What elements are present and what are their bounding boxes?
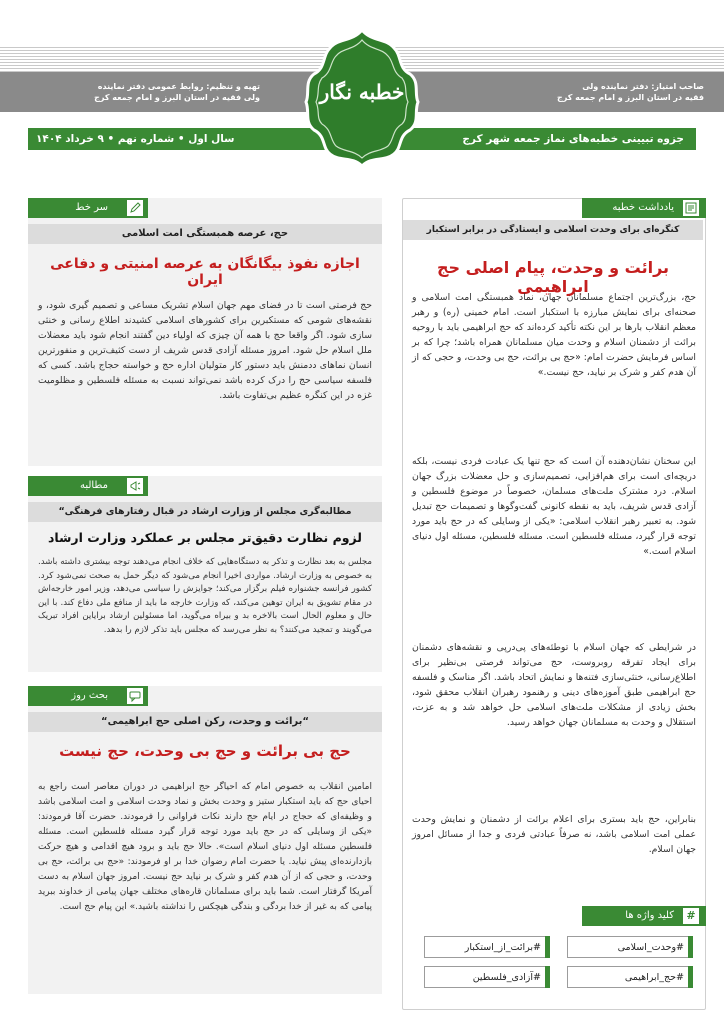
right-paragraph-1: حج، بزرگ‌ترین اجتماع مسلمانان جهان، نماد همبستگی امت اسلامی و صحنه‌ای برای نمایش مبارزه با استکبار است. امام خمینی (ره) و رهبر معظم انقلاب بارها بر این نکته تأکید کرده‌اند که حج ابراهیمی باید با روحیه برائت از دشمنان اسلام و وحدت میان مسلمانان همراه باشد؛ چرا که بر اساس فرمایش حضرت امام: «حج بی برائت، حج بی وحدت، و حجی که از آن هدم کفر و شرک بر نیاید، حج نیست.» [412, 292, 696, 378]
section-header-topic [28, 686, 148, 706]
s1-body: حج فرصتی است تا در فضای مهم جهان اسلام تشریک مساعی و تصمیم گیری شود، و نقشه‌های شومی که مستکبرین برای کشورهای اسلامی کشیدند اطلاع رسانی و خنثی سازی شود. اگر واقعا حج با همه آن چیزی که اولیاء دین گفتند انجام شود باید معضلات ملل اسلام حل شود. امروز مسئله آزادی قدس شریف از دست کثیف‌ترین و منفورترین انسان نماهای ددمنش باید دستور کار متولیان اداره حج و خواسته حجاج باشد. کسی که فلسفه سیاسی حج را درک کرده باشد نمی‌تواند نسبت به مسئله فلسطین و مظلومیت غزه در این کنگره عظیم بی‌تفاوت باشد. [38, 300, 372, 401]
section-header-note [582, 198, 706, 218]
issue-info: سال اول • شماره نهم • ۹ خرداد ۱۴۰۴ [36, 133, 235, 145]
logo-text: خطبه نگار [319, 80, 405, 104]
s2-headline: لزوم نظارت دقیق‌تر مجلس بر عملکرد وزارت ارشاد [48, 530, 362, 545]
section-label: یادداشت خطبه [612, 202, 674, 213]
tag-3-label: #حج_ابراهیمی [624, 972, 684, 983]
note-icon [682, 199, 700, 217]
s1-headline: اجازه نفوذ بیگانگان به عرصه امنیتی و دفاعی ایران [50, 256, 360, 288]
s1-subtitle: حج، عرصه همبستگی امت اسلامی [28, 224, 382, 244]
publisher-info [464, 81, 704, 103]
s1-label: سر خط [75, 202, 108, 213]
tag-4-label: #آزادی_فلسطین [472, 972, 541, 983]
s3-label: بحث روز [71, 690, 108, 701]
right-paragraph-3: در شرایطی که جهان اسلام با توطئه‌های پی‌درپی و نقشه‌های دشمنان برای ایجاد تفرقه روبروست، حج می‌تواند فرصتی بی‌نظیر برای اطلاع‌رسانی، خنثی‌سازی فتنه‌ها و نمایش اتحاد باشد. اگر مناسک و فلسفه حج ابراهیمی طبق آموزه‌های دینی و رهنمود رهبران انقلاب محقق شود، بخش زیادی از مشکلات ملت‌های اسلامی حل خواهد شد و به عزت، استقلال و وحدت به مسلمانان جهان خواهد رسید. [412, 642, 696, 728]
section-header-demand [28, 476, 148, 496]
tag-2[interactable] [424, 936, 550, 958]
publisher-line-2: فقیه در استان البرز و امام جمعه کرج [556, 93, 704, 102]
tag-4[interactable] [424, 966, 550, 988]
tag-2-label: #برائت_از_استکبار [464, 942, 541, 953]
editor-line-2: ولی فقیه در استان البرز و امام جمعه کرج [94, 93, 260, 102]
masthead-logo [302, 28, 422, 168]
tag-1[interactable] [567, 936, 693, 958]
section-header-headline [28, 198, 148, 218]
s2-subtitle: مطالبه‌گری مجلس از وزارت ارشاد در قبال رفتارهای فرهنگی“ [28, 502, 382, 522]
keywords-label: کلید واژه ها [625, 910, 674, 921]
section-header-keywords [582, 906, 706, 926]
s2-body: مجلس به بعد نظارت و تذکر به دستگاه‌هایی که خلاف انجام می‌دهند توجه بیشتری داشته باشد. به خصوص به وزارت ارشاد. مواردی اخیرا انجام می‌شود که دیگر حمل به صحت نمی‌شود کرد. کشور فرانسه جشنواره فیلم برگزار می‌کند؛ جوایزش را سیاسی می‌دهد، وزیر امور خارجه‌اش در مقام تشویق به ایران توهین می‌کند، که وزارت خارجه ما باید از منافع ملی دفاع کند. با این حال و معلوم الحال است بالاخره بد و بیراه می‌گوید، اما مسئولین ارشاد برایاین افراد تبریک می‌گویند و تمجید می‌کنند؟ به نظر می‌رسد که مجلس باید تذکر لازم را بدهد. [38, 557, 372, 635]
right-paragraph-2: این سخنان نشان‌دهنده آن است که حج تنها یک عبادت فردی نیست، بلکه دریچه‌ای است برای هم‌افزایی، تصمیم‌سازی و حل معضلات بزرگ جهان اسلام. درد مشترک ملت‌های مسلمان، خصوصاً در موضوع فلسطین و آزادی قدس شریف، باید به نقطه کانونی گفت‌وگوها و تصمیمات حج تبدیل شود. به تعبیر رهبر انقلاب اسلامی: «یکی از وسایلی که در حج باید مورد توجه قرار گیرد، مسئله فلسطین است. مسئله فلسطین، مسئله اول دنیای اسلام است.» [412, 456, 696, 557]
megaphone-icon [126, 477, 144, 495]
right-paragraph-4: بنابراین، حج باید بستری برای اعلام برائت از دشمنان و نمایش وحدت عملی امت اسلامی باشد، نه صرفاً عبادتی فردی و جدا از مسائل امروز جهان اسلام. [412, 814, 696, 855]
chat-icon [126, 687, 144, 705]
s3-headline: حج بی برائت و حج بی وحدت، حج نیست [59, 742, 351, 760]
booklet-subtitle: جزوه تبیینی خطبه‌های نماز جمعه شهر کرج [462, 133, 684, 145]
right-headline: برائت و وحدت، پیام اصلی حج ابراهیمی [436, 258, 670, 296]
editor-line-1: تهیه و تنظیم: روابط عمومی دفتر نماینده [97, 82, 260, 91]
publisher-line-1: صاحب امتیاز: دفتر نماینده ولی [582, 82, 704, 91]
pen-icon [126, 199, 144, 217]
right-kicker: کنگره‌ای برای وحدت اسلامی و ایستادگی در برابر استکبار [403, 220, 703, 240]
editor-info [20, 81, 260, 103]
s2-label: مطالبه [79, 480, 108, 491]
hashtag-icon: # [682, 907, 700, 925]
s3-body: امامین انقلاب به خصوص امام که احیاگر حج ابراهیمی در دوران معاصر است راجع به احیای حج که باید استکبار ستیز و وحدت بخش و نماد وحدت اسلامی و امت اسلامی باشد و وظیفه‌ای که حجاج در ایام حج دارند نکات فراوانی را فرمودند. حضرت آقا فرمودند: «یکی از وسایلی که در حج باید مورد توجه قرار گیرد مسئله فلسطین است. مسئله فلسطین مسئله اول دنیای اسلام است». حالا حج باید و برود هیچ اقدامی و هیچ حرکت بازدارنده‌ای پیش نیاید. یا حضرت امام رضوان خدا بر او فرمودند: «حج بی برائت، حج بی وحدت، و حجی که از آن هدم کفر و شرک بر نیاید حج نیست. امروز جهان اسلام به دست آمریکا گرفتار است. شما باید برای مسلمانان قاره‌های مختلف جهان پیامی از خداوند ببرید پیامی که به غیر از خدا بردگی و بندگی هیچکس را نداشته باشید.» این پیام حج است. [38, 782, 372, 912]
tag-1-label: #وحدت_اسلامی [617, 942, 684, 953]
s3-subtitle: “برائت و وحدت، رکن اصلی حج ابراهیمی“ [28, 712, 382, 732]
tag-3[interactable] [567, 966, 693, 988]
